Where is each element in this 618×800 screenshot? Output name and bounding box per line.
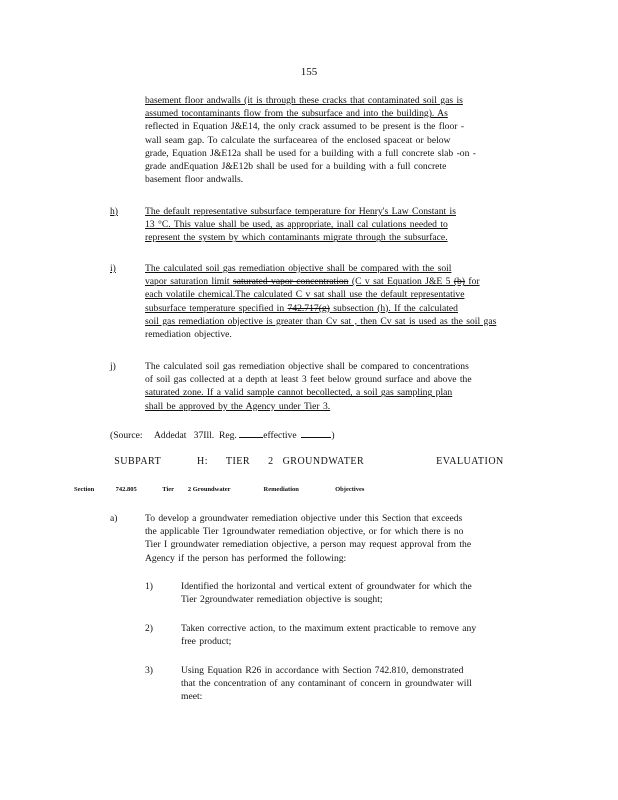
item-3-paragraph xyxy=(181,664,533,704)
subsection-j-label: j) xyxy=(110,361,116,372)
subsection-h-label: h) xyxy=(110,206,118,217)
paragraph-line xyxy=(145,302,540,315)
paragraph-line: soil gas remediation objective is greater than Cv sat , then Cv sat is used as the soil gas xyxy=(145,315,497,327)
paragraph-line: free product; xyxy=(181,636,232,648)
subpart-heading: SUBPART H: TIER 2 GROUNDWATER EVALUATION xyxy=(114,456,504,467)
subsection-h-paragraph xyxy=(145,205,537,245)
paragraph-line: shall be approved by the Agency under Tier 3. xyxy=(145,400,331,412)
item-1-paragraph xyxy=(181,580,534,606)
page-number: 155 xyxy=(300,66,318,78)
text-run: (C v sat Equation J&E 5 xyxy=(348,276,454,288)
source-text: (Source: Addedat 37Ill. Reg. xyxy=(110,430,237,441)
section-title-part: Tier xyxy=(162,486,175,493)
item-1-label: 1) xyxy=(145,581,153,592)
intro-line: reflected in Equation J&E14, the only crack assumed to be present is the floor - xyxy=(145,121,465,133)
paragraph-line: Using Equation R26 in accordance with Section 742.810, demonstrated xyxy=(181,665,464,676)
paragraph-line: saturated zone. If a valid sample cannot becollected, a soil gas sampling plan xyxy=(145,387,453,399)
section-heading xyxy=(74,486,364,493)
text-run: subsection (h). If the calculated xyxy=(329,302,458,314)
paragraph-line: Identified the horizontal and vertical extent of groundwater for which the xyxy=(181,581,472,592)
paragraph-line: of soil gas collected at a depth at least 3 feet below ground surface and above the xyxy=(145,374,472,386)
intro-line: wall seam gap. To calculate the surfacearea of the enclosed spaceat or below xyxy=(145,134,451,146)
section-title-part: 2 Groundwater xyxy=(187,486,231,493)
paragraph-line: the applicable Tier 1groundwater remediation objective, or for which there is no xyxy=(145,526,464,538)
paragraph-line: meet: xyxy=(181,691,203,703)
paragraph-line: The default representative subsurface temperature for Henry's Law Constant is xyxy=(145,206,456,217)
subsection-a-paragraph xyxy=(145,512,540,565)
paragraph-line: The calculated soil gas remediation objective shall be compared to concentrations xyxy=(145,361,469,372)
paragraph-line: To develop a groundwater remediation objective under this Section that exceeds xyxy=(145,513,463,524)
text-run: for xyxy=(465,276,480,288)
section-title-part: Remediation xyxy=(263,486,299,493)
subsection-a-label: a) xyxy=(110,513,118,524)
item-2-label: 2) xyxy=(145,623,153,634)
intro-line: grade, Equation J&E12a shall be used for a building with a full concrete slab -on - xyxy=(145,147,476,159)
struck-text: 742.717(g) xyxy=(287,302,330,314)
source-effective: effective xyxy=(263,430,297,441)
subsection-i-paragraph xyxy=(145,262,540,341)
struck-text: saturated vapor concentration xyxy=(233,276,349,288)
paragraph-line: Agency if the person has performed the following: xyxy=(145,552,347,564)
section-title-part: Objectives xyxy=(335,486,365,493)
paragraph-line: remediation objective. xyxy=(145,329,232,341)
paragraph-line: Taken corrective action, to the maximum extent practicable to remove any xyxy=(181,623,477,634)
paragraph-line: Tier 2groundwater remediation objective is sought; xyxy=(181,594,383,606)
paragraph-line: Tier I groundwater remediation objective, a person may request approval from the xyxy=(145,539,472,551)
blank-line xyxy=(301,428,331,438)
paragraph-line: that the concentration of any contaminant of concern in groundwater will xyxy=(181,678,472,690)
section-number: 742.805 xyxy=(115,486,137,493)
intro-line: basement floor andwalls. xyxy=(145,174,244,186)
intro-line: grade andEquation J&E12b shall be used for a building with a full concrete xyxy=(145,161,447,173)
paragraph-line: each volatile chemical.The calculated C v sat shall use the default representative xyxy=(145,289,465,301)
paragraph-line xyxy=(145,275,540,288)
section-word: Section xyxy=(74,486,95,493)
blank-line xyxy=(239,428,263,438)
struck-text: (b) xyxy=(453,276,465,288)
subsection-j-paragraph xyxy=(145,360,537,413)
intro-line: basement floor andwalls (it is through these cracks that contaminated soil gas is xyxy=(145,95,463,106)
item-2-paragraph xyxy=(181,622,537,648)
intro-paragraph xyxy=(145,94,537,186)
intro-line: assumed tocontaminants flow from the subsurface and into the building). As xyxy=(145,108,448,120)
source-note: (Source: Addedat 37Ill. Reg. effective ) xyxy=(110,430,335,441)
text-run: subsurface temperature specified in xyxy=(145,302,288,314)
paragraph-line: The calculated soil gas remediation objective shall be compared with the soil xyxy=(145,263,452,274)
paragraph-line: 13 °C. This value shall be used, as appropriate, inall cal culations needed to xyxy=(145,219,448,231)
subsection-i-label: i) xyxy=(110,263,116,274)
paragraph-line: represent the system by which contaminants migrate through the subsurface. xyxy=(145,232,448,244)
text-run: vapor saturation limit xyxy=(145,276,233,288)
item-3-label: 3) xyxy=(145,665,153,676)
